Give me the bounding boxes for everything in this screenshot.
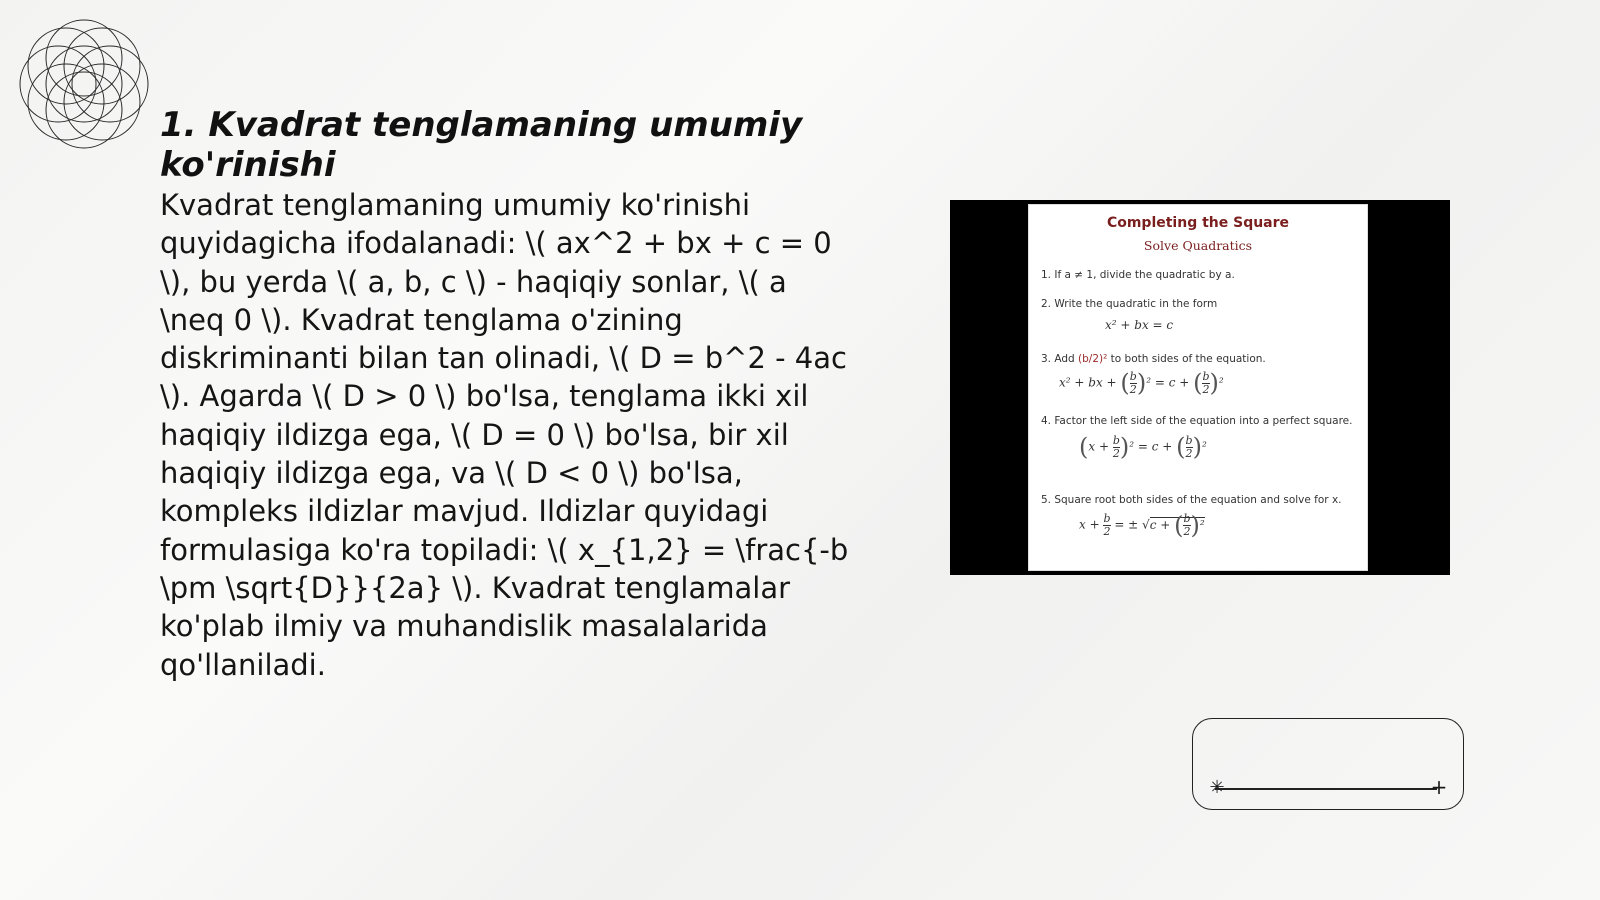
image-step-3-post: to both sides of the equation.: [1107, 353, 1266, 365]
image-step-3-equation: x² + bx + ( $\frac{b}{2}$ )² = c + ( $\frac{b}{2}$ )²: [1059, 369, 1224, 397]
slide-title: 1. Kvadrat tenglamaning umumiy ko'rinishi: [160, 105, 803, 185]
image-step-3: [1041, 353, 1266, 365]
image-step-3-highlight: (b/2)²: [1078, 353, 1108, 365]
crosshair-icon[interactable]: +: [1430, 775, 1448, 799]
slide-body-text: Kvadrat tenglamaning umumiy ko'rinishi quyidagicha ifodalanadi: \( ax^2 + bx + c = 0 \), bu yerda \( a, b, c \) - haqiqiy sonlar, \( a \neq 0 \). Kvadrat tenglama o'zining diskriminanti bilan tan olinadi, \( D = b^2 - 4ac \). Agarda \( D > 0 \) bo'lsa, tenglama ikki xil haqiqiy ildizga ega, \( D = 0 \) bo'lsa, bir xil haqiqiy ildizga ega, va \( D < 0 \) bo'lsa, kompleks ildizlar mavjud. Ildizlar quyidagi formulasiga ko'ra topiladi: \( x_{1,2} = \frac{-b \pm \sqrt{D}}{2a} \). Kvadrat tenglamalar ko'plab ilmiy va muhandislik masalalarida qo'llaniladi.: [160, 188, 849, 682]
image-document: [1028, 204, 1368, 571]
image-step-4-equation: (x + $\frac{b}{2}$ )² = c + ( $\frac{b}{2}$ )²: [1079, 433, 1207, 461]
sparkle-icon[interactable]: ✳: [1209, 777, 1225, 798]
image-step-5: 5. Square root both sides of the equation and solve for x.: [1041, 494, 1342, 506]
overlapping-circles-icon: [10, 10, 158, 158]
image-step-2-formula: x² + bx = c: [1105, 318, 1174, 332]
image-step-2: 2. Write the quadratic in the form: [1041, 298, 1218, 310]
nav-divider-line: [1215, 788, 1437, 790]
image-title: Completing the Square: [1106, 215, 1290, 231]
completing-square-image: [950, 200, 1450, 575]
image-step-5-equation: x + $\frac{b}{2}$ = ± √c + ( $\frac{b}{2}$ )²: [1079, 511, 1205, 539]
image-step-4: 4. Factor the left side of the equation into a perfect square.: [1041, 415, 1353, 427]
slide-nav-box[interactable]: [1192, 718, 1464, 810]
image-subtitle: Solve Quadratics: [1143, 238, 1253, 253]
image-step-3-pre: 3. Add: [1041, 353, 1079, 365]
image-step-1: 1. If a ≠ 1, divide the quadratic by a.: [1041, 269, 1235, 281]
